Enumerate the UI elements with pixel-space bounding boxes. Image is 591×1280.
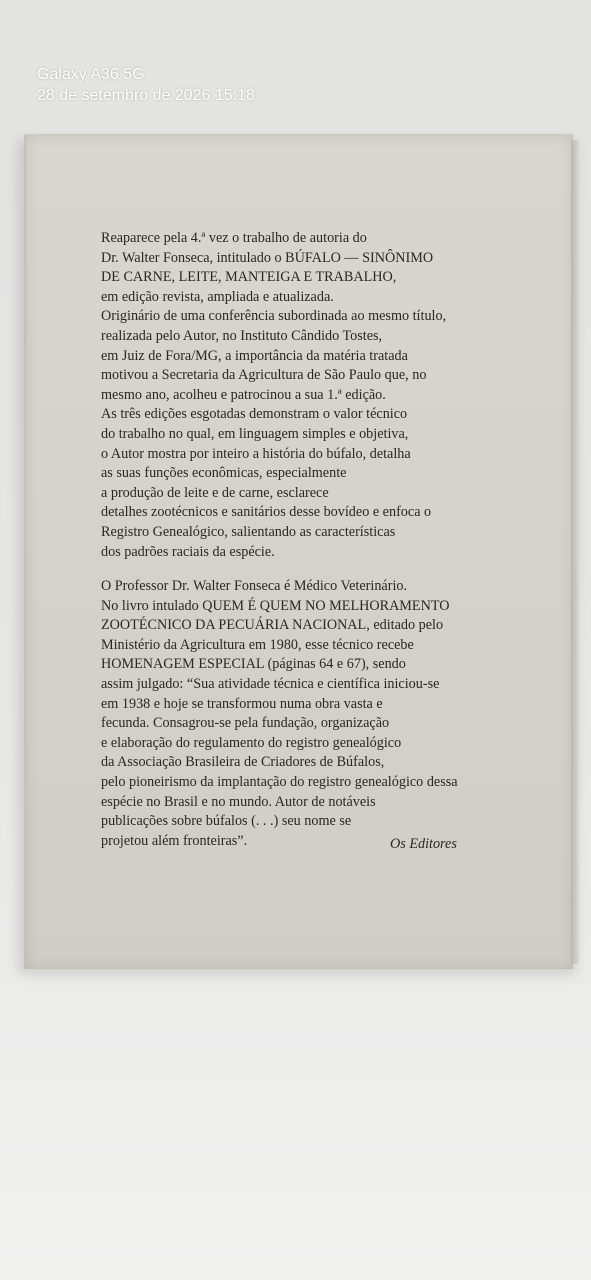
text-line: dos padrões raciais da espécie. xyxy=(101,543,275,560)
text-line: do trabalho no qual, em linguagem simples e objetiva, xyxy=(101,425,409,442)
editors-signature: Os Editores xyxy=(390,836,457,852)
text-line: a produção de leite e de carne, esclarece xyxy=(101,484,329,501)
text-line: assim julgado: “Sua atividade técnica e científica iniciou-se xyxy=(101,676,440,693)
book-page-edge xyxy=(571,140,579,964)
text-line: motivou a Secretaria da Agricultura de São Paulo que, no xyxy=(101,367,427,384)
text-line: em 1938 e hoje se transformou numa obra vasta e xyxy=(101,695,383,712)
text-line: Ministério da Agricultura em 1980, esse técnico recebe xyxy=(101,636,414,653)
text-line: publicações sobre búfalos (. . .) seu nome se xyxy=(101,813,352,830)
text-line: HOMENAGEM ESPECIAL (páginas 64 e 67), sendo xyxy=(101,656,406,673)
text-line: detalhes zootécnicos e sanitários desse bovídeo e enfoca o xyxy=(101,504,432,521)
text-line: As três edições esgotadas demonstram o valor técnico xyxy=(101,406,408,423)
paragraph-intro xyxy=(101,229,521,562)
text-line: em Juiz de Fora/MG, a importância da matéria tratada xyxy=(101,347,408,364)
text-line: Dr. Walter Fonseca, intitulado o BÚFALO — SINÔNIMO xyxy=(101,249,434,266)
text-line: pelo pioneirismo da implantação do registro genealógico dessa xyxy=(101,774,458,791)
paragraph-author xyxy=(101,577,521,851)
text-line: em edição revista, ampliada e atualizada. xyxy=(101,288,334,305)
back-cover-text xyxy=(101,229,521,851)
text-line: Reaparece pela 4.ª vez o trabalho de autoria do xyxy=(101,230,367,246)
text-line: as suas funções econômicas, especialmente xyxy=(101,465,347,482)
text-line: espécie no Brasil e no mundo. Autor de notáveis xyxy=(101,793,376,810)
device-name: Galaxy A36 5G xyxy=(37,66,145,83)
text-line: ZOOTÉCNICO DA PECUÁRIA NACIONAL, editado pelo xyxy=(101,617,444,634)
text-line: DE CARNE, LEITE, MANTEIGA E TRABALHO, xyxy=(101,269,397,286)
paragraph-spacer xyxy=(101,562,521,577)
text-line: o Autor mostra por inteiro a história do búfalo, detalha xyxy=(101,445,411,462)
text-line: mesmo ano, acolheu e patrocinou a sua 1.ª edição. xyxy=(101,386,386,403)
text-line: da Associação Brasileira de Criadores de Búfalos, xyxy=(101,754,385,771)
text-line: No livro intulado QUEM É QUEM NO MELHORAMENTO xyxy=(101,597,450,614)
camera-watermark xyxy=(37,64,255,106)
text-line: e elaboração do regulamento do registro genealógico xyxy=(101,734,402,751)
text-line: projetou além fronteiras”. xyxy=(101,832,248,849)
photo-datetime: 28 de setembro de 2026 15:18 xyxy=(37,87,255,104)
text-line: realizada pelo Autor, no Instituto Cândido Tostes, xyxy=(101,327,383,344)
text-line: O Professor Dr. Walter Fonseca é Médico Veterinário. xyxy=(101,578,408,595)
text-line: fecunda. Consagrou-se pela fundação, organização xyxy=(101,715,390,732)
text-line: Originário de uma conferência subordinada ao mesmo título, xyxy=(101,308,447,325)
text-line: Registro Genealógico, salientando as características xyxy=(101,523,396,540)
